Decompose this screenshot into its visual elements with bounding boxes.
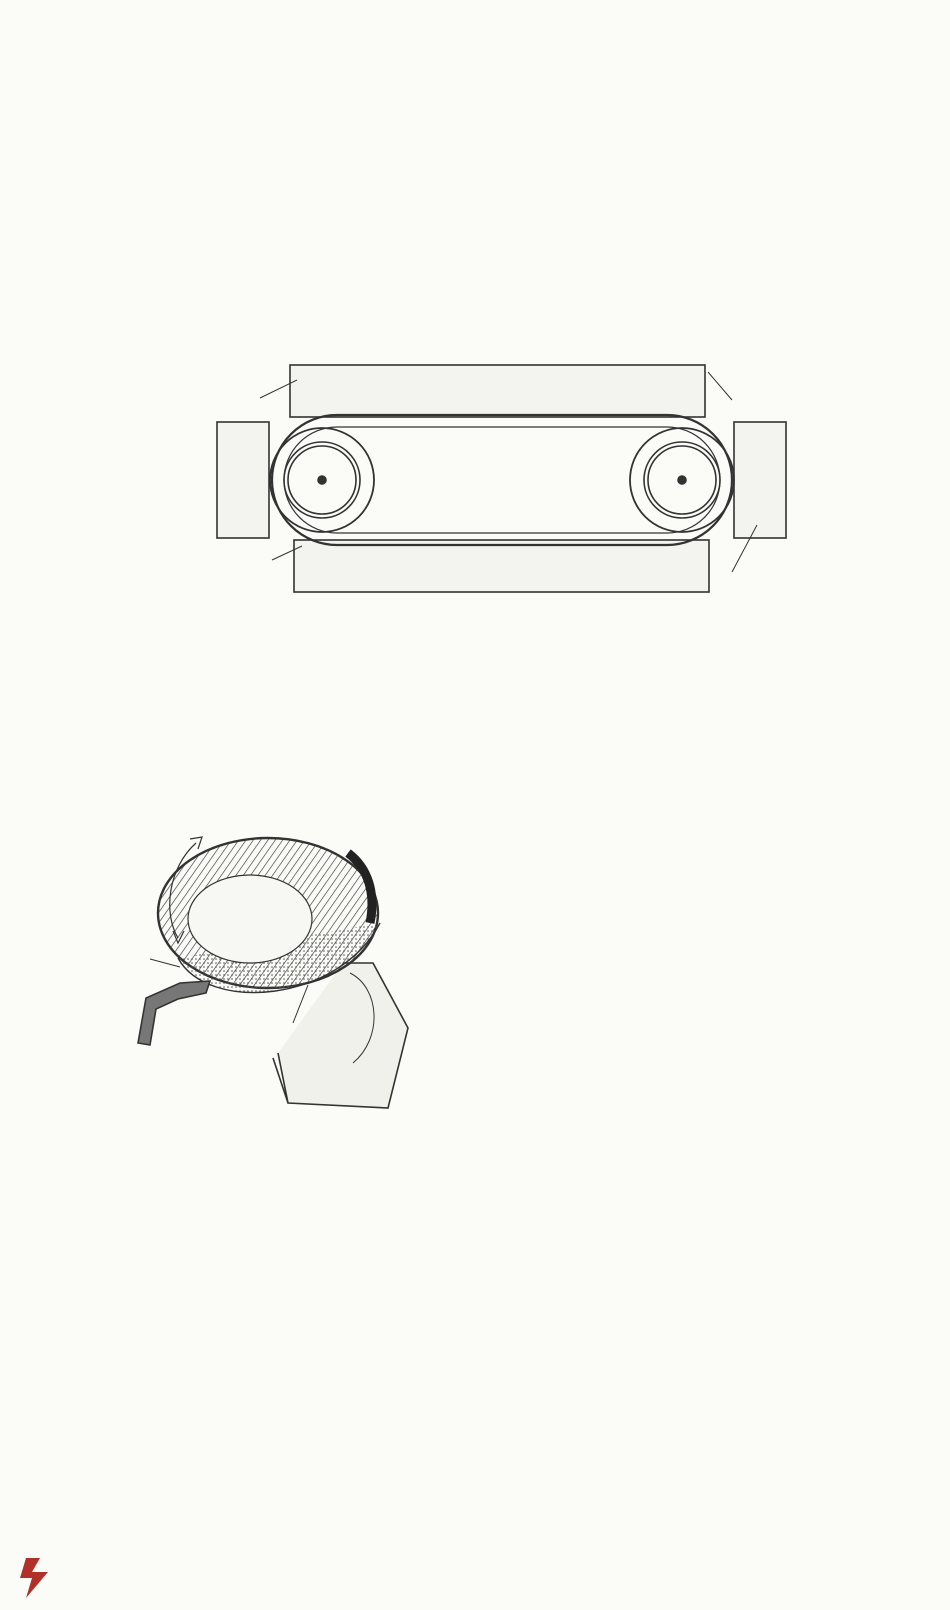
- library-logo-icon: [8, 1550, 68, 1602]
- figure-236: [212, 360, 812, 615]
- paragraph-3: [110, 803, 922, 1151]
- figure-237-drawing: [118, 813, 418, 1113]
- page-header: [108, 102, 923, 132]
- figure-236-drawing: [212, 360, 812, 615]
- library-logo: [8, 1550, 68, 1602]
- figure-237: [110, 801, 420, 1151]
